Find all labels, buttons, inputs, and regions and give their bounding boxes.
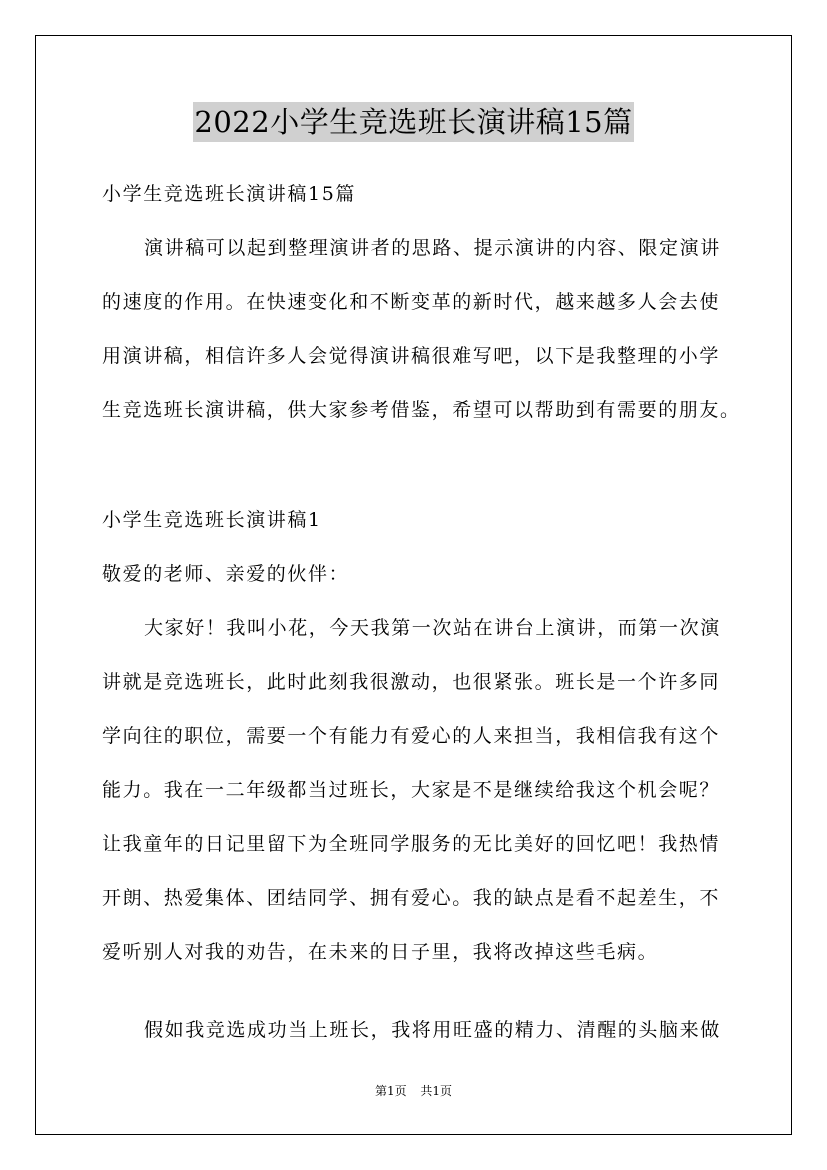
paragraph-line: 爱听别人对我的劝告，在未来的日子里，我将改掉这些毛病。: [102, 941, 659, 963]
paragraph-line: 大家好！我叫小花，今天我第一次站在讲台上演讲，而第一次演: [144, 617, 721, 639]
paragraph-line: 开朗、热爱集体、团结同学、拥有爱心。我的缺点是看不起差生，不: [102, 887, 721, 909]
page-footer: [0, 1083, 827, 1099]
section-heading: 小学生竞选班长演讲稿1: [102, 509, 322, 531]
paragraph-line: 讲就是竞选班长，此时此刻我很激动，也很紧张。班长是一个许多同: [102, 671, 721, 693]
salutation-line: 敬爱的老师、亲爱的伙伴：: [102, 563, 350, 585]
paragraph-line: 学向往的职位，需要一个有能力有爱心的人来担当，我相信我有这个: [102, 725, 721, 747]
subtitle-line: 小学生竞选班长演讲稿15篇: [102, 183, 356, 205]
document-title: 2022小学生竞选班长演讲稿15篇: [193, 102, 633, 142]
paragraph-line: 演讲稿可以起到整理演讲者的思路、提示演讲的内容、限定演讲: [144, 237, 721, 259]
page-total: 共1页: [420, 1084, 453, 1098]
page-number: 第1页: [374, 1084, 407, 1098]
paragraph-line: 用演讲稿，相信许多人会觉得演讲稿很难写吧，以下是我整理的小学: [102, 345, 721, 367]
paragraph-line: 让我童年的日记里留下为全班同学服务的无比美好的回忆吧！我热情: [102, 833, 721, 855]
paragraph-line: 的速度的作用。在快速变化和不断变革的新时代，越来越多人会去使: [102, 291, 721, 313]
paragraph-line: 能力。我在一二年级都当过班长，大家是不是继续给我这个机会呢？: [102, 779, 721, 801]
paragraph-line: 假如我竞选成功当上班长，我将用旺盛的精力、清醒的头脑来做: [144, 1019, 721, 1041]
title-container: [0, 102, 827, 142]
paragraph-line: 生竞选班长演讲稿，供大家参考借鉴，希望可以帮助到有需要的朋友。: [102, 399, 741, 421]
